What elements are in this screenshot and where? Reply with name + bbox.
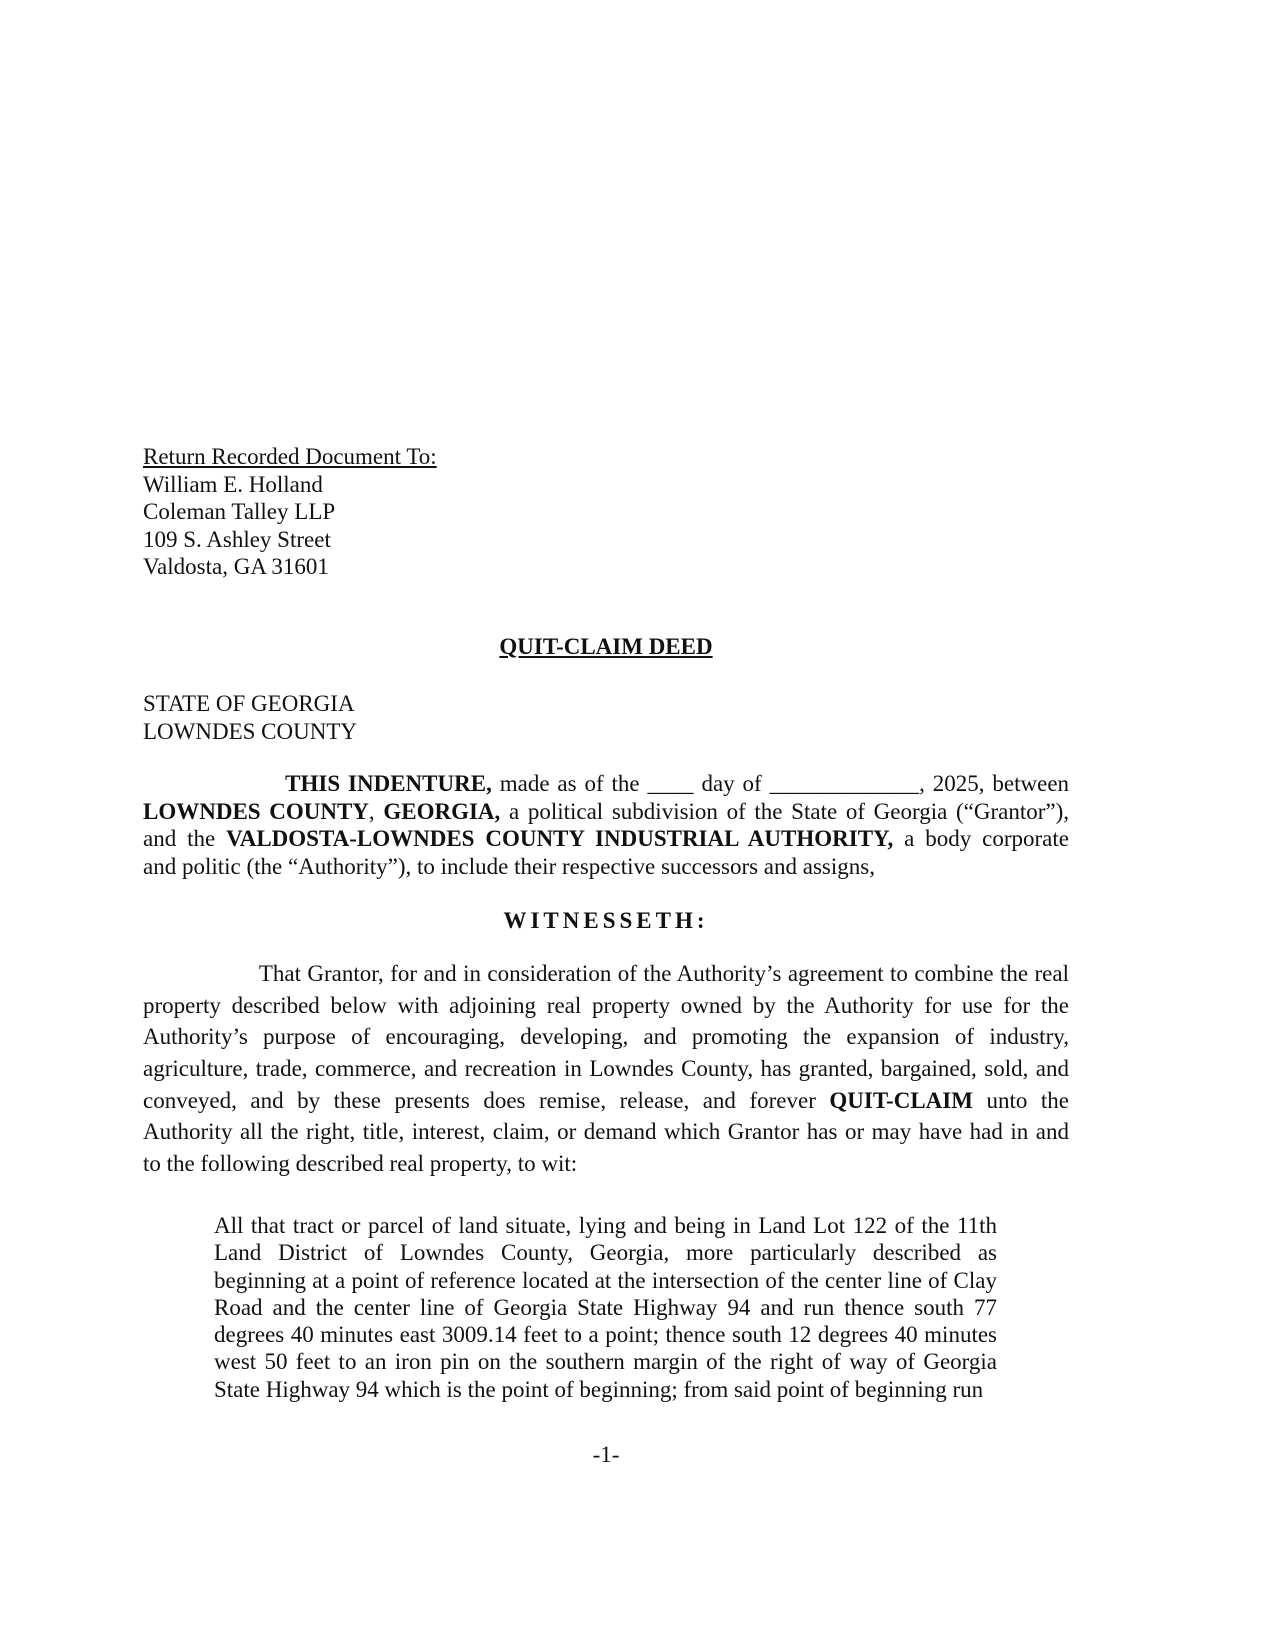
text-segment: and the bbox=[143, 826, 227, 851]
text-segment: beginning at a point of reference located at the intersection of the center line of Clay bbox=[214, 1267, 997, 1293]
text-line bbox=[143, 854, 1069, 882]
text-line bbox=[143, 1088, 1069, 1120]
return-street: 109 S. Ashley Street bbox=[143, 526, 331, 552]
text-line bbox=[143, 1024, 1069, 1056]
text-segment: Land District of Lowndes County, Georgia, more particularly described as bbox=[214, 1240, 997, 1266]
text-line bbox=[214, 1268, 997, 1295]
text-line bbox=[143, 961, 1069, 993]
text-line bbox=[143, 771, 1069, 799]
text-segment: property described below with adjoining real property owned by the Authority for use for the bbox=[143, 992, 1069, 1018]
witnesseth-heading: WITNESSETH: bbox=[503, 908, 709, 933]
text-segment: degrees 40 minutes east 3009.14 feet to a point; thence south 12 degrees 40 minutes bbox=[214, 1322, 997, 1348]
bold-text: QUIT-CLAIM bbox=[829, 1087, 973, 1113]
bold-text: THIS INDENTURE, bbox=[285, 771, 492, 796]
return-firm: Coleman Talley LLP bbox=[143, 499, 336, 524]
text-segment: west 50 feet to an iron pin on the southern margin of the right of way of Georgia bbox=[214, 1349, 997, 1375]
return-name: William E. Holland bbox=[143, 471, 323, 497]
bold-text: VALDOSTA-LOWNDES COUNTY INDUSTRIAL AUTHORITY, bbox=[226, 826, 894, 851]
venue-state: STATE OF GEORGIA bbox=[143, 691, 355, 716]
text-segment: a political subdivision of the State of Georgia (“Grantor”), bbox=[500, 798, 1069, 824]
legal-description bbox=[214, 1213, 997, 1404]
page-number: -1- bbox=[592, 1442, 620, 1467]
text-segment bbox=[143, 771, 285, 796]
text-line bbox=[143, 1056, 1069, 1088]
document-title: QUIT-CLAIM DEED bbox=[499, 634, 713, 659]
text-line bbox=[214, 1377, 997, 1404]
text-segment: a body corporate bbox=[893, 826, 1069, 851]
text-segment: conveyed, and by these presents does remise, release, and forever bbox=[143, 1087, 830, 1113]
text-segment: to the following described real property, to wit: bbox=[143, 1151, 578, 1177]
text-segment: , bbox=[368, 798, 384, 824]
venue-block bbox=[143, 690, 357, 745]
text-segment: agriculture, trade, commerce, and recreation in Lowndes County, has granted, bargained, sold, and bbox=[143, 1056, 1069, 1082]
text-line bbox=[143, 1119, 1069, 1151]
return-address-block bbox=[143, 443, 437, 581]
return-heading: Return Recorded Document To: bbox=[143, 444, 437, 469]
text-segment: Road and the center line of Georgia State Highway 94 and run thence south 77 bbox=[214, 1294, 997, 1320]
text-line bbox=[214, 1349, 997, 1376]
venue-county: LOWNDES COUNTY bbox=[143, 718, 358, 744]
text-segment: made as of the ____ day of _____________, 2025, between bbox=[491, 771, 1070, 796]
text-line bbox=[143, 826, 1069, 854]
text-segment: Authority’s purpose of encouraging, developing, and promoting the expansion of industry, bbox=[143, 1024, 1069, 1050]
text-segment: State Highway 94 which is the point of beginning; from said point of beginning run bbox=[214, 1376, 984, 1402]
text-line bbox=[143, 1151, 1069, 1183]
text-line bbox=[143, 799, 1069, 827]
text-line bbox=[214, 1213, 997, 1240]
text-segment: unto the bbox=[972, 1087, 1069, 1113]
text-segment: That Grantor, for and in consideration of the Authority’s agreement to combine the real bbox=[143, 961, 1069, 986]
return-city: Valdosta, GA 31601 bbox=[143, 554, 329, 579]
text-segment: Authority all the right, title, interest, claim, or demand which Grantor has or may have had in and bbox=[143, 1119, 1069, 1145]
text-line bbox=[214, 1295, 997, 1322]
bold-text: GEORGIA, bbox=[383, 798, 501, 824]
indenture-paragraph bbox=[143, 771, 1069, 881]
text-line bbox=[214, 1322, 997, 1349]
bold-text: LOWNDES COUNTY bbox=[143, 798, 369, 824]
text-line bbox=[143, 993, 1069, 1025]
text-segment: All that tract or parcel of land situate, lying and being in Land Lot 122 of the 11th bbox=[214, 1213, 997, 1238]
text-line bbox=[214, 1240, 997, 1267]
grant-paragraph bbox=[143, 961, 1069, 1183]
text-segment: and politic (the “Authority”), to include their respective successors and assigns, bbox=[143, 853, 875, 879]
